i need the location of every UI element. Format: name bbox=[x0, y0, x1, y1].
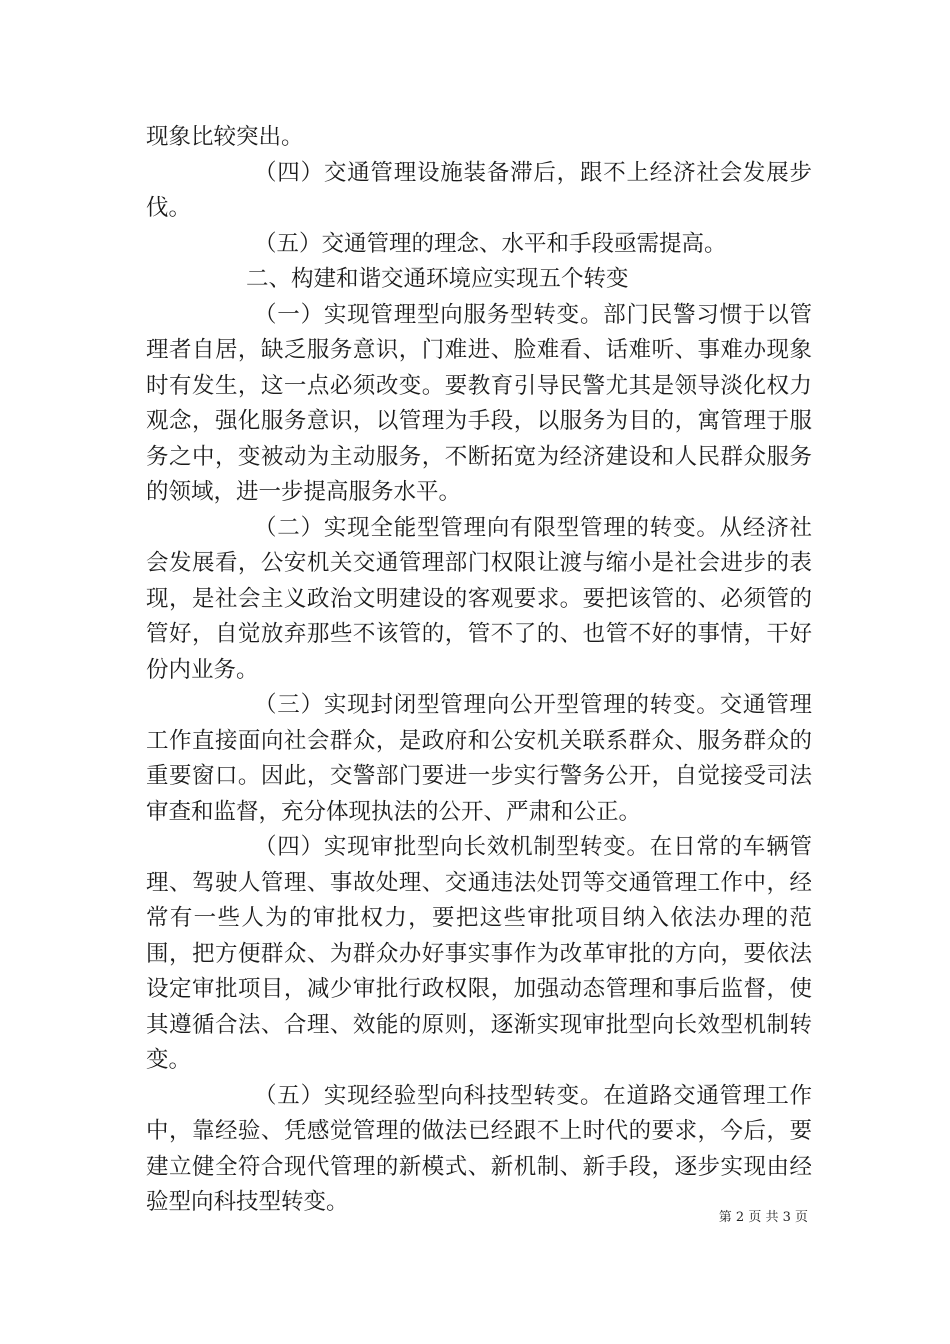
page-footer bbox=[0, 1206, 808, 1225]
paragraph-problem-five: （五）交通管理的理念、水平和手段亟需提高。 bbox=[254, 230, 727, 257]
paragraph-change-one: （一）实现管理型向服务型转变。部门民警习惯于以管理者自居，缺乏服务意识，门难进、脸难看、话难听、事难办现象时有发生，这一点必须改变。要教育引导民警尤其是领导淡化权力观念，强化服务意识，以管理为手段，以服务为目的，寓管理于服务之中，变被动为主动服务，不断拓宽为经济建设和人民群众服务的领域，进一步提高服务水平。 bbox=[146, 301, 812, 505]
page-number: 第 2 页 共 3 页 bbox=[718, 1210, 808, 1225]
section-heading-two: 二、构建和谐交通环境应实现五个转变 bbox=[246, 266, 629, 292]
document-body bbox=[146, 120, 812, 1221]
paragraph-change-two: （二）实现全能型管理向有限型管理的转变。从经济社会发展看，公安机关交通管理部门权限让渡与缩小是社会进步的表现，是社会主义政治文明建设的客观要求。要把该管的、必须管的管好，自觉放弃那些不该管的，管不了的、也管不好的事情，干好份内业务。 bbox=[146, 514, 812, 683]
paragraph-change-three: （三）实现封闭型管理向公开型管理的转变。交通管理工作直接面向社会群众，是政府和公安机关联系群众、服务群众的重要窗口。因此，交警部门要进一步实行警务公开，自觉接受司法审查和监督，充分体现执法的公开、严肃和公正。 bbox=[146, 692, 812, 825]
paragraph-continuation: 现象比较突出。 bbox=[146, 124, 304, 150]
paragraph-change-five: （五）实现经验型向科技型转变。在道路交通管理工作中，靠经验、凭感觉管理的做法已经跟不上时代的要求，今后，要建立健全符合现代管理的新模式、新机制、新手段，逐步实现由经验型向科技型转变。 bbox=[146, 1082, 812, 1215]
paragraph-change-four: （四）实现审批型向长效机制型转变。在日常的车辆管理、驾驶人管理、事故处理、交通违法处罚等交通管理工作中，经常有一些人为的审批权力，要把这些审批项目纳入依法办理的范围，把方便群众、为群众办好事实事作为改革审批的方向，要依法设定审批项目，减少审批行政权限，加强动态管理和事后监督，使其遵循合法、合理、效能的原则，逐渐实现审批型向长效型机制转变。 bbox=[146, 834, 812, 1073]
paragraph-problem-four: （四）交通管理设施装备滞后，跟不上经济社会发展步伐。 bbox=[146, 159, 812, 221]
